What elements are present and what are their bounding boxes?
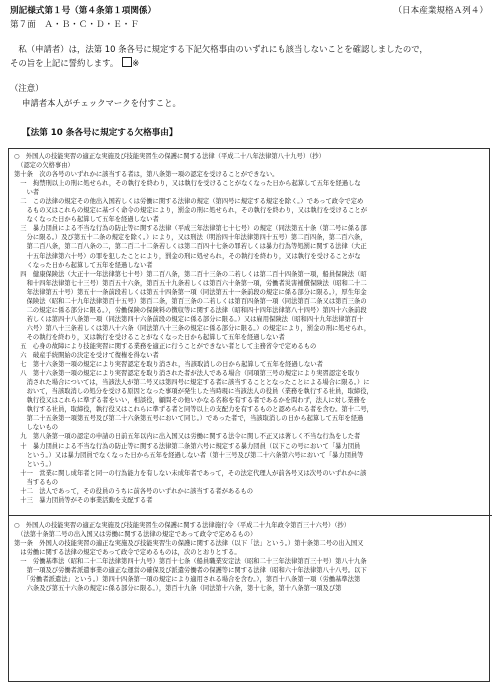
law-text-line: 十三 暴力団員等がその事業活動を支配する者 (14, 496, 153, 504)
law-text-line: 四 健康保険法（大正十一年法律第七十号）第二百八条，第二百十三条の二若しくは第二百十四条第一項，船員保険法（昭 (14, 270, 367, 278)
law-text-line: その執行を終わり，又は執行を受けることがなくなった日から起算して五年を経過しない者 (14, 333, 285, 341)
law-text-line: 九 第八条第一項の認定の申請の日前五年以内に出入国又は労働に関する法令に関し不正又は著しく不当な行為をした者 (14, 433, 361, 441)
law-text-line: 六号）第八十三条若しくは第八十六条（同法第八十三条の規定に係る部分に限る。）の規定により，罰金の刑に処せられ， (14, 324, 371, 332)
confirmation-checkbox[interactable] (122, 57, 132, 67)
law-text-line: 十 暴力団員による不当な行為の防止等に関する法律第二条第六号に規定する暴力団員（以下この号において「暴力団員 (14, 442, 361, 450)
law-text-line: 二 この法律の規定その他出入国若しくは労働に関する法律の規定（第四号に規定する規定を除く。）であって政令で定め (14, 198, 364, 206)
pledge-line-1: 私（申請者）は，法第 10 条各号に規定する下記欠格事由のいずれにも該当しないことを確認しましたので， (18, 44, 428, 54)
pledge-statement (10, 42, 488, 70)
law-text-line: なくなった日から起算して五年を経過しない者 (14, 216, 159, 224)
law-text-line: い者 (14, 189, 40, 197)
law-text-line: 二の規定に係る部分に限る。），労働保険の保険料の徴収等に関する法律（昭和四十四年法律第八十四号）第四十六条前段 (14, 306, 367, 314)
law-text-line: 十一 営業に関し成年者と同一の行為能力を有しない未成年者であって，その法定代理人が前各号又は次号のいずれかに該 (14, 469, 367, 477)
law-text-line: 十五年法律第六十号）の罪を犯したことにより，罰金の刑に処せられ，その執行を終わり，又は執行を受けることがな (14, 252, 361, 260)
law-text-line: ○ 外国人の技能実習の適正な実施及び技能実習生の保護に関する法律施行令（平成二十九年政令第百三十六号）（抄） (14, 521, 351, 529)
note-heading: （注意） (10, 83, 44, 93)
law-text-line: という。）又は暴力団員でなくなった日から五年を経過しない者（第十三号及び第二十六条第六号において「暴力団員等 (14, 451, 364, 459)
law-text-line: 「労働者派遣法」という。）第四十四条第一項の規定により適用される場合を含む。），第百十八条第一項（労働基準法第 (14, 576, 361, 584)
law-text-line: ○ 外国人の技能実習の適正な実施及び技能実習生の保護に関する法律（平成二十八年法律第八十九号）（抄） (14, 153, 325, 160)
law-text-line: （法第十条第二号の出入国又は労働に関する法律の規定であって政令で定めるもの） (14, 530, 257, 538)
law-text-line: 保険法（昭和二十九年法律第百十五号）第百二条，第百三条の二若しくは第百四条第一項（同法第百二条又は第百三条の (14, 297, 367, 305)
law-text-line: 和十四年法律第七十三号）第百五十六条，第百五十九条若しくは第百六十条第一項，労働者災害補償保険法（昭和二十二 (14, 279, 367, 287)
law-text-line: るもの又はこれらの規定に基づく命令の規定により，罰金の刑に処せられ，その執行を終わり，又は執行を受けることが (14, 207, 368, 215)
law-text (14, 152, 486, 593)
law-text-line: 消された場合については，当該法人が第二号又は第四号に規定する者に該当することとなったことによる場合に限る。）に (14, 379, 370, 387)
law-text-line: おいて，当該取消しの処分を受ける原因となった事項が発生した当時現に当該法人の役員（業務を執行する社員，取締役， (14, 388, 373, 396)
law-text-line: 一 拘禁刑以上の刑に処せられ，その執行を終わり，又は執行を受けることがなくなった日から起算して五年を経過しな (14, 180, 361, 188)
law-text-line: という。） (14, 460, 55, 468)
law-text-line: は労働に関する法律の規定であって政令で定めるものは，次のとおりとする。 (14, 548, 241, 556)
law-text-line: 十二 法人であって，その役員のうちに前各号のいずれかに該当する者があるもの (14, 487, 254, 495)
law-block-act (14, 152, 486, 505)
law-text-line: 当するもの (14, 478, 59, 486)
law-text-line: 分に限る。）及び第五十二条の規定を除く。）により，又は刑法（明治四十年法律第四十五号）第二百四条，第二百六条， (14, 234, 367, 242)
law-text-line: しないもの (14, 424, 59, 432)
law-text-line: 第二十五条第一項第五号及び第二十六条第五号において同じ。）であった者で，当該取消しの日から起算して五年を経過 (14, 415, 364, 423)
note-body: 申請者本人がチェックマークを付すこと。 (22, 98, 181, 108)
law-text-line: 執行役又はこれらに準ずる者をいい，相談役，顧問その他いかなる名称を有する者であるかを問わず，法人に対し業務を (14, 397, 367, 405)
law-text-line: 第一条 外国人の技能実習の適正な実施及び技能実習生の保護に関する法律（以下「法」という。）第十条第二号の出入国又 (14, 539, 364, 547)
block-divider (8, 515, 492, 516)
paper-size-label: （日本産業規格Ａ列４） (393, 6, 488, 16)
law-text-line: （認定の欠格事由） (14, 162, 74, 170)
law-text-line: くなった日から起算して五年を経過しない者 (14, 261, 153, 269)
law-text-line: 五 心身の故障により技能実習に関する業務を適正に行うことができない者として主務省令で定めるもの (14, 342, 317, 350)
law-text-line: 年法律第五十号）第五十一条前段若しくは第五十四条第一項（同法第五十一条前段の規定に係る部分に限る。），厚生年金 (14, 288, 367, 296)
page-label: 第７面 Ａ・Ｂ・Ｃ・Ｄ・Ｅ・Ｆ (10, 20, 139, 30)
form-title: 別記様式第１号（第４条第１項関係） (10, 6, 157, 16)
section-title: 【法第 10 条各号に規定する欠格事由】 (22, 128, 178, 138)
law-text-line: 八 第十六条第一項の規定により実習認定を取り消された者が法人である場合（同項第三号の規定により実習認定を取り (14, 370, 361, 378)
law-text-line: 執行する社員，取締役，執行役又はこれらに準ずる者と同等以上の支配力を有するものと認められる者を含む。第十二号， (14, 406, 373, 414)
law-text-line: 六 破産手続開始の決定を受けて復権を得ない者 (14, 352, 159, 360)
law-text-line: 六条及び第五十六条の規定に係る部分に限る。），第百十九条（同法第十六条，第十七条，第十八条第一項及び第 (14, 585, 342, 593)
law-text-line: 第二百八条，第二百八条の二，第二百二十二条若しくは第二百四十七条の罪若しくは暴力行為等処罰に関する法律（大正 (14, 243, 367, 251)
law-text-line: 一 労働基準法（昭和二十二年法律第四十九号）第百十七条（船員職業安定法（昭和二十三年法律第百三十号）第八十九条 (14, 558, 367, 566)
law-text-line: 若しくは第四十八条第一項（同法第四十六条前段の規定に係る部分に限る。）又は雇用保険法（昭和四十九年法律第百十 (14, 315, 364, 323)
law-text-line: 第一項及び労働者派遣事業の適正な運営の確保及び派遣労働者の保護等に関する法律（昭和六十年法律第八十八号。以下 (14, 567, 367, 575)
law-text-line: 三 暴力団員による不当な行為の防止等に関する法律（平成三年法律第七十七号）の規定（同法第五十条（第二号に係る部 (14, 225, 367, 233)
law-text-line: 七 第十六条第一項の規定により実習認定を取り消され，当該取消しの日から起算して五年を経過しない者 (14, 361, 323, 369)
asterisk-mark: ※ (132, 58, 140, 68)
law-text-line: 第十条 次の各号のいずれかに該当する者は，第八条第一項の認定を受けることができない。 (14, 171, 279, 179)
law-block-ordinance (14, 521, 486, 593)
pledge-line-2: その旨を上記に誓約します。 (10, 58, 119, 68)
form-header (10, 4, 490, 16)
